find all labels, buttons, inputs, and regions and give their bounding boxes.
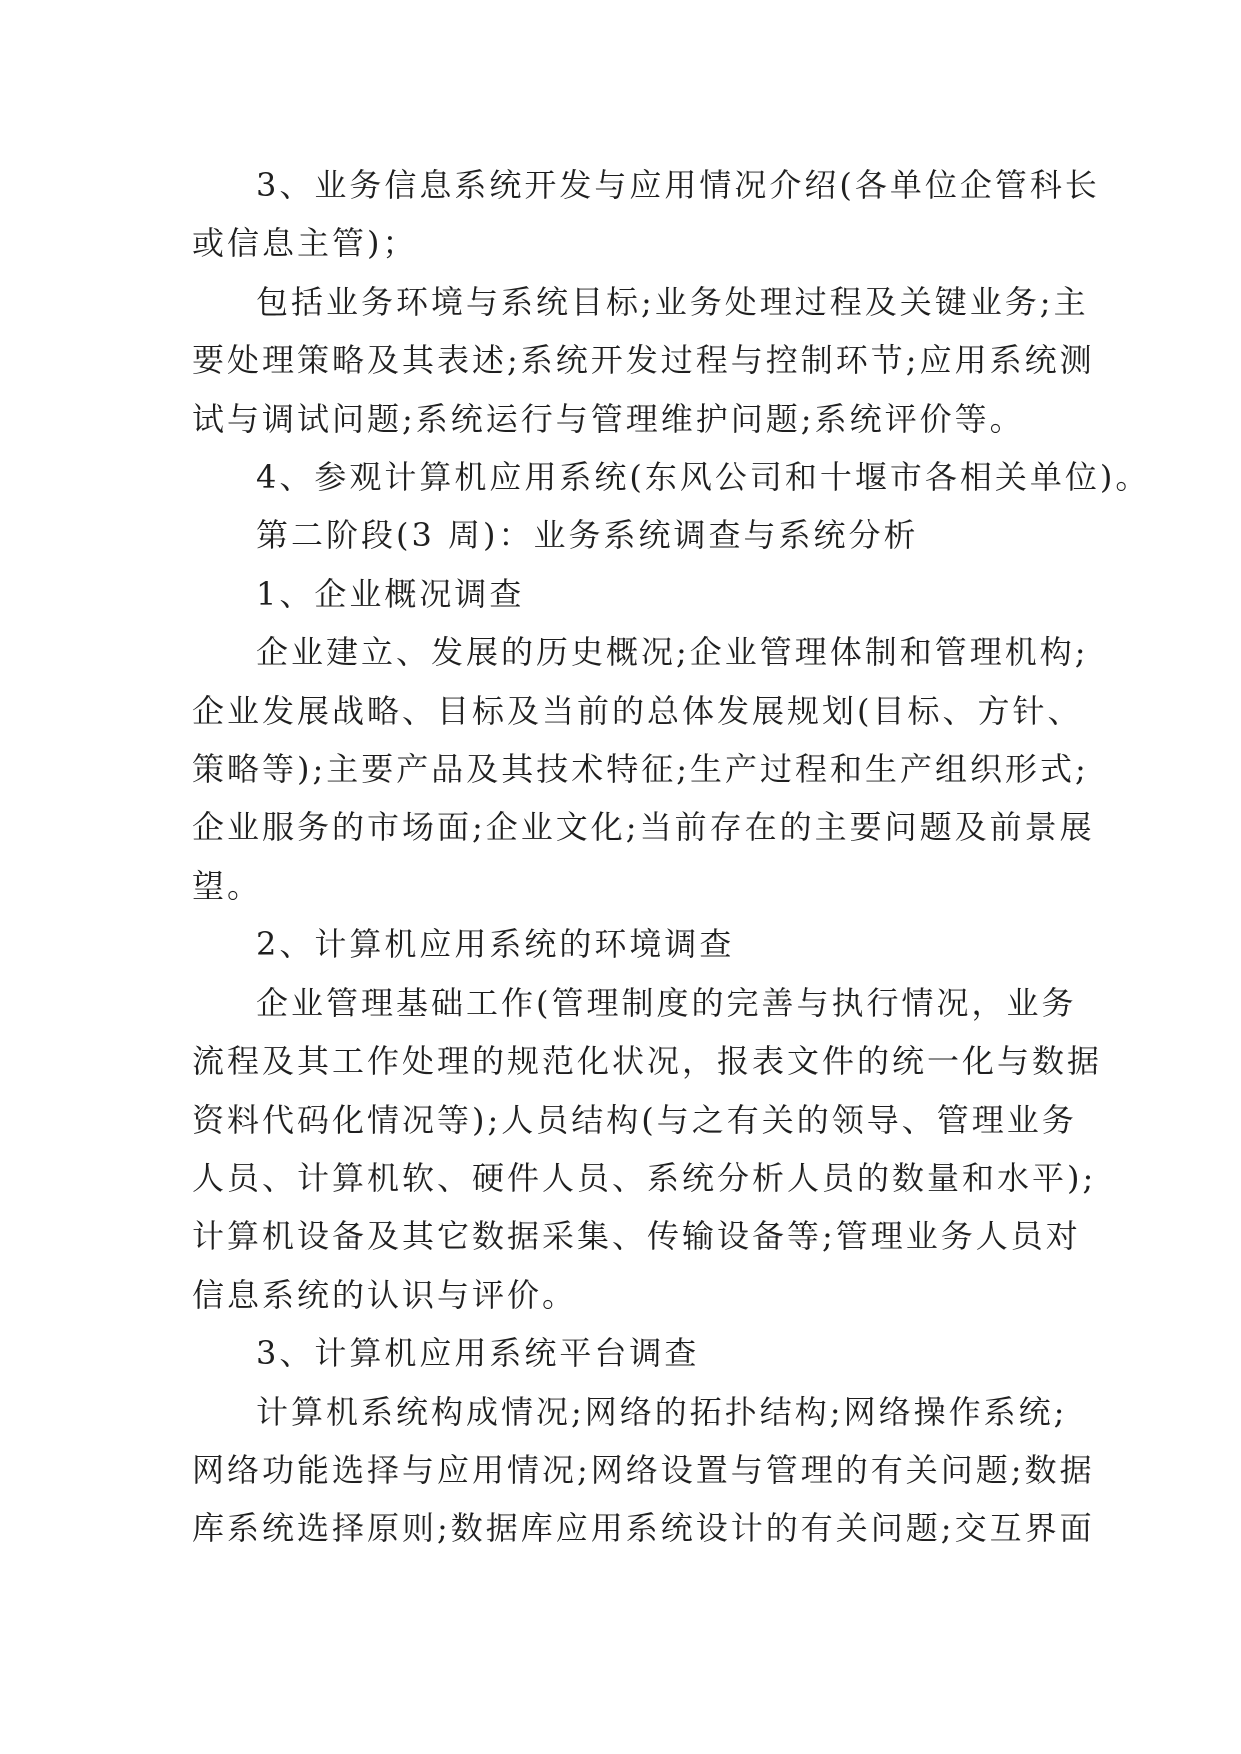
text-line: 要处理策略及其表述;系统开发过程与控制环节;应用系统测: [192, 341, 1095, 380]
text-line: 第二阶段(3 周)：业务系统调查与系统分析: [256, 516, 919, 555]
text-line: 资料代码化情况等);人员结构(与之有关的领导、管理业务: [192, 1100, 1077, 1139]
text-line: 企业建立、发展的历史概况;企业管理体制和管理机构;: [256, 633, 1089, 672]
text-line: 信息系统的认识与评价。: [192, 1275, 578, 1314]
text-line: 包括业务环境与系统目标;业务处理过程及关键业务;主: [256, 282, 1089, 321]
text-line: 计算机系统构成情况;网络的拓扑结构;网络操作系统;: [256, 1392, 1068, 1431]
paragraph-4: [192, 623, 1095, 915]
text-line: 2、计算机应用系统的环境调查: [256, 925, 735, 964]
paragraph-6: [192, 1383, 1095, 1558]
text-line: 策略等);主要产品及其技术特征;生产过程和生产组织形式;: [192, 750, 1089, 789]
section-heading-stage-2: [192, 506, 1072, 564]
text-line: 企业发展战略、目标及当前的总体发展规划(目标、方针、: [192, 691, 1083, 730]
text-line: 企业服务的市场面;企业文化;当前存在的主要问题及前景展: [192, 808, 1095, 847]
text-line: 3、计算机应用系统平台调查: [256, 1334, 700, 1373]
text-line: 企业管理基础工作(管理制度的完善与执行情况，业务: [256, 983, 1077, 1022]
document-body: [192, 156, 1151, 1558]
text-line: 1、企业概况调查: [256, 574, 525, 613]
text-line: 或信息主管)；: [192, 224, 418, 263]
text-line: 4、参观计算机应用系统(东风公司和十堰市各相关单位)。: [256, 458, 1151, 497]
subheading-1: [192, 565, 1072, 623]
text-line: 试与调试问题;系统运行与管理维护问题;系统评价等。: [192, 399, 1025, 438]
text-line: 库系统选择原则;数据库应用系统设计的有关问题;交互界面: [192, 1509, 1095, 1548]
paragraph-3: [192, 448, 1151, 506]
text-line: 流程及其工作处理的规范化状况，报表文件的统一化与数据: [192, 1042, 1103, 1081]
paragraph-1: [192, 156, 1100, 273]
subheading-2: [192, 915, 1072, 973]
paragraph-5: [192, 974, 1103, 1324]
text-line: 计算机设备及其它数据采集、传输设备等;管理业务人员对: [192, 1217, 1081, 1256]
paragraph-2: [192, 273, 1095, 448]
text-line: 望。: [192, 866, 263, 905]
text-line: 网络功能选择与应用情况;网络设置与管理的有关问题;数据: [192, 1450, 1095, 1489]
subheading-3: [192, 1324, 1072, 1382]
text-line: 3、业务信息系统开发与应用情况介绍(各单位企管科长: [256, 166, 1100, 204]
text-line: 人员、计算机软、硬件人员、系统分析人员的数量和水平);: [192, 1158, 1097, 1197]
